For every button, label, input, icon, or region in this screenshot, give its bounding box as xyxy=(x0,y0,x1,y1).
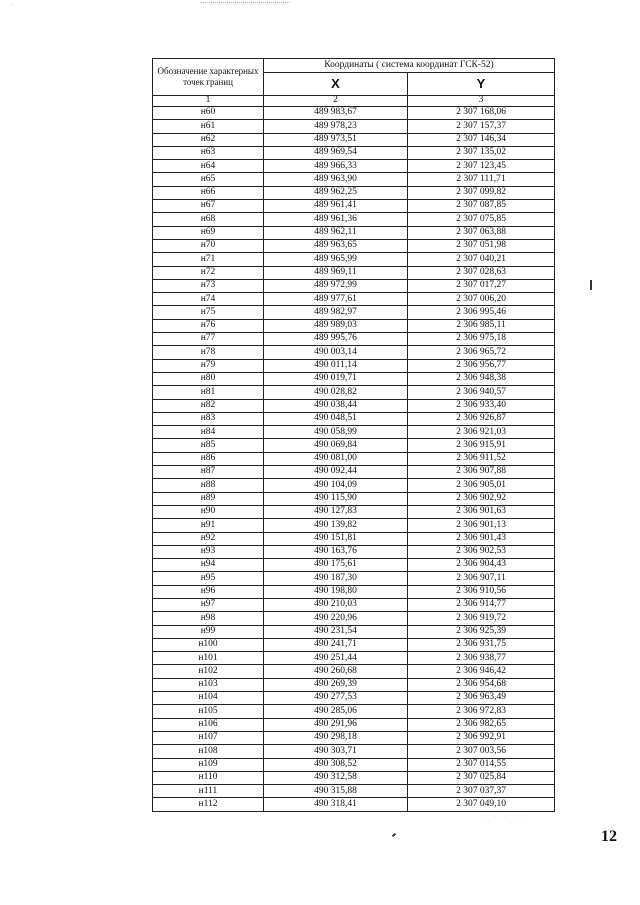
point-cell: н95 xyxy=(153,572,264,585)
x-cell: 490 277,53 xyxy=(264,692,408,705)
point-cell: н69 xyxy=(153,226,264,239)
pen-mark xyxy=(392,833,396,837)
y-cell: 2 306 963,49 xyxy=(408,692,555,705)
table-row xyxy=(153,758,555,771)
point-cell: н76 xyxy=(153,319,264,332)
table-row xyxy=(153,625,555,638)
y-cell: 2 306 904,43 xyxy=(408,559,555,572)
y-cell: 2 307 063,88 xyxy=(408,226,555,239)
table-row xyxy=(153,492,555,505)
x-cell: 489 962,11 xyxy=(264,226,408,239)
point-cell: н104 xyxy=(153,692,264,705)
y-cell: 2 306 901,63 xyxy=(408,505,555,518)
point-cell: н72 xyxy=(153,266,264,279)
table-row xyxy=(153,519,555,532)
x-cell: 490 048,51 xyxy=(264,412,408,425)
y-column-header: Y xyxy=(408,72,555,95)
table-row xyxy=(153,399,555,412)
point-cell: н71 xyxy=(153,253,264,266)
point-cell: н79 xyxy=(153,359,264,372)
point-cell: н96 xyxy=(153,585,264,598)
x-cell: 489 969,54 xyxy=(264,146,408,159)
coordinates-table xyxy=(152,58,555,812)
y-cell: 2 306 914,77 xyxy=(408,598,555,611)
y-cell: 2 306 933,40 xyxy=(408,399,555,412)
point-cell: н73 xyxy=(153,279,264,292)
x-cell: 489 977,61 xyxy=(264,293,408,306)
point-cell: н112 xyxy=(153,798,264,811)
y-cell: 2 306 946,42 xyxy=(408,665,555,678)
x-cell: 489 966,33 xyxy=(264,160,408,173)
y-cell: 2 307 099,82 xyxy=(408,186,555,199)
table-row xyxy=(153,785,555,798)
table-row xyxy=(153,452,555,465)
y-cell: 2 306 938,77 xyxy=(408,652,555,665)
table-row xyxy=(153,545,555,558)
x-cell: 489 965,99 xyxy=(264,253,408,266)
table-row xyxy=(153,133,555,146)
table-row xyxy=(153,333,555,346)
y-cell: 2 307 040,21 xyxy=(408,253,555,266)
table-row xyxy=(153,718,555,731)
y-cell: 2 306 910,56 xyxy=(408,585,555,598)
x-cell: 490 303,71 xyxy=(264,745,408,758)
point-cell: н64 xyxy=(153,160,264,173)
x-cell: 490 318,41 xyxy=(264,798,408,811)
point-cell: н86 xyxy=(153,452,264,465)
point-cell: н75 xyxy=(153,306,264,319)
y-cell: 2 307 087,85 xyxy=(408,200,555,213)
x-cell: 489 961,36 xyxy=(264,213,408,226)
y-cell: 2 306 925,39 xyxy=(408,625,555,638)
point-cell: н107 xyxy=(153,731,264,744)
point-cell: н60 xyxy=(153,107,264,120)
point-cell: н67 xyxy=(153,200,264,213)
x-cell: 490 241,71 xyxy=(264,638,408,651)
table-row xyxy=(153,266,555,279)
x-cell: 490 115,90 xyxy=(264,492,408,505)
point-cell: н97 xyxy=(153,598,264,611)
point-cell: н80 xyxy=(153,372,264,385)
x-cell: 490 104,09 xyxy=(264,479,408,492)
x-cell: 490 011,14 xyxy=(264,359,408,372)
table-row xyxy=(153,771,555,784)
y-cell: 2 306 982,65 xyxy=(408,718,555,731)
y-cell: 2 307 017,27 xyxy=(408,279,555,292)
coordinates-system-header: Координаты ( система координат ГСК-52) xyxy=(264,59,555,73)
x-cell: 489 962,25 xyxy=(264,186,408,199)
point-cell: н89 xyxy=(153,492,264,505)
table-row xyxy=(153,186,555,199)
y-cell: 2 307 146,34 xyxy=(408,133,555,146)
point-cell: н111 xyxy=(153,785,264,798)
x-cell: 490 139,82 xyxy=(264,519,408,532)
y-cell: 2 306 921,03 xyxy=(408,426,555,439)
point-cell: н84 xyxy=(153,426,264,439)
x-cell: 489 983,67 xyxy=(264,107,408,120)
table-row xyxy=(153,466,555,479)
x-cell: 490 231,54 xyxy=(264,625,408,638)
point-cell: н77 xyxy=(153,333,264,346)
y-cell: 2 306 919,72 xyxy=(408,612,555,625)
y-cell: 2 306 975,18 xyxy=(408,333,555,346)
x-cell: 490 069,84 xyxy=(264,439,408,452)
y-cell: 2 307 111,71 xyxy=(408,173,555,186)
scan-specks: · · · · · xyxy=(485,814,528,820)
point-cell: н82 xyxy=(153,399,264,412)
x-cell: 489 995,76 xyxy=(264,333,408,346)
y-cell: 2 307 028,63 xyxy=(408,266,555,279)
table-row xyxy=(153,306,555,319)
table-row xyxy=(153,692,555,705)
y-cell: 2 307 049,10 xyxy=(408,798,555,811)
point-cell: н85 xyxy=(153,439,264,452)
x-cell: 490 028,82 xyxy=(264,386,408,399)
point-cell: н98 xyxy=(153,612,264,625)
y-cell: 2 306 940,57 xyxy=(408,386,555,399)
y-cell: 2 306 901,13 xyxy=(408,519,555,532)
point-cell: н63 xyxy=(153,146,264,159)
table-row xyxy=(153,226,555,239)
table-row xyxy=(153,386,555,399)
table-row xyxy=(153,532,555,545)
point-cell: н78 xyxy=(153,346,264,359)
x-cell: 489 978,23 xyxy=(264,120,408,133)
y-cell: 2 307 037,37 xyxy=(408,785,555,798)
point-cell: н105 xyxy=(153,705,264,718)
table-row xyxy=(153,412,555,425)
x-cell: 489 963,65 xyxy=(264,239,408,252)
x-cell: 490 269,39 xyxy=(264,678,408,691)
x-cell: 490 251,44 xyxy=(264,652,408,665)
y-cell: 2 307 003,56 xyxy=(408,745,555,758)
point-cell: н103 xyxy=(153,678,264,691)
x-cell: 490 058,99 xyxy=(264,426,408,439)
page-number: 12 xyxy=(601,828,617,845)
x-cell: 490 198,80 xyxy=(264,585,408,598)
point-cell: н94 xyxy=(153,559,264,572)
point-cell: н90 xyxy=(153,505,264,518)
points-column-header: Обозначение характерных точек границ xyxy=(153,59,264,96)
table-row xyxy=(153,652,555,665)
table-row xyxy=(153,107,555,120)
y-cell: 2 306 972,83 xyxy=(408,705,555,718)
x-cell: 490 260,68 xyxy=(264,665,408,678)
table-row xyxy=(153,731,555,744)
table-row xyxy=(153,665,555,678)
x-cell: 490 220,96 xyxy=(264,612,408,625)
table-row xyxy=(153,279,555,292)
y-cell: 2 306 992,91 xyxy=(408,731,555,744)
x-cell: 490 003,14 xyxy=(264,346,408,359)
y-cell: 2 306 902,92 xyxy=(408,492,555,505)
y-cell: 2 307 025,84 xyxy=(408,771,555,784)
point-cell: н61 xyxy=(153,120,264,133)
x-cell: 490 019,71 xyxy=(264,372,408,385)
table-row xyxy=(153,213,555,226)
table-row xyxy=(153,173,555,186)
table-row xyxy=(153,426,555,439)
table-row xyxy=(153,572,555,585)
y-cell: 2 306 965,72 xyxy=(408,346,555,359)
x-cell: 490 312,58 xyxy=(264,771,408,784)
table-row xyxy=(153,146,555,159)
y-cell: 2 307 135,02 xyxy=(408,146,555,159)
x-cell: 490 038,44 xyxy=(264,399,408,412)
x-cell: 490 175,61 xyxy=(264,559,408,572)
point-cell: н88 xyxy=(153,479,264,492)
x-cell: 489 963,90 xyxy=(264,173,408,186)
y-cell: 2 306 915,91 xyxy=(408,439,555,452)
scan-artifact xyxy=(200,2,290,6)
table-row xyxy=(153,585,555,598)
point-cell: н106 xyxy=(153,718,264,731)
y-cell: 2 306 985,11 xyxy=(408,319,555,332)
x-cell: 490 187,30 xyxy=(264,572,408,585)
y-cell: 2 307 051,98 xyxy=(408,239,555,252)
x-cell: 489 961,41 xyxy=(264,200,408,213)
table-row xyxy=(153,253,555,266)
table-row xyxy=(153,160,555,173)
table-row xyxy=(153,745,555,758)
point-cell: н91 xyxy=(153,519,264,532)
x-cell: 489 989,03 xyxy=(264,319,408,332)
x-cell: 490 081,00 xyxy=(264,452,408,465)
table-row xyxy=(153,705,555,718)
x-cell: 490 308,52 xyxy=(264,758,408,771)
table-row xyxy=(153,319,555,332)
point-cell: н92 xyxy=(153,532,264,545)
point-cell: н62 xyxy=(153,133,264,146)
table-row xyxy=(153,372,555,385)
point-cell: н99 xyxy=(153,625,264,638)
table-row xyxy=(153,239,555,252)
x-cell: 490 210,03 xyxy=(264,598,408,611)
y-cell: 2 306 902,53 xyxy=(408,545,555,558)
table-row xyxy=(153,678,555,691)
point-cell: н81 xyxy=(153,386,264,399)
y-cell: 2 306 907,11 xyxy=(408,572,555,585)
y-cell: 2 306 926,87 xyxy=(408,412,555,425)
column-number-1: 1 xyxy=(153,96,264,107)
y-cell: 2 307 168,06 xyxy=(408,107,555,120)
point-cell: н93 xyxy=(153,545,264,558)
table-row xyxy=(153,359,555,372)
x-cell: 490 291,96 xyxy=(264,718,408,731)
point-cell: н65 xyxy=(153,173,264,186)
column-number-2: 2 xyxy=(264,96,408,107)
x-cell: 490 315,88 xyxy=(264,785,408,798)
x-cell: 490 285,06 xyxy=(264,705,408,718)
table-row xyxy=(153,293,555,306)
x-cell: 490 298,18 xyxy=(264,731,408,744)
y-cell: 2 307 006,20 xyxy=(408,293,555,306)
y-cell: 2 306 995,46 xyxy=(408,306,555,319)
table-row xyxy=(153,120,555,133)
table-row xyxy=(153,505,555,518)
point-cell: н102 xyxy=(153,665,264,678)
x-column-header: X xyxy=(264,72,408,95)
x-cell: 489 982,97 xyxy=(264,306,408,319)
table-row xyxy=(153,346,555,359)
point-cell: н108 xyxy=(153,745,264,758)
y-cell: 2 306 931,75 xyxy=(408,638,555,651)
table-row xyxy=(153,559,555,572)
x-cell: 490 163,76 xyxy=(264,545,408,558)
y-cell: 2 306 901,43 xyxy=(408,532,555,545)
x-cell: 490 092,44 xyxy=(264,466,408,479)
x-cell: 489 973,51 xyxy=(264,133,408,146)
x-cell: 490 127,83 xyxy=(264,505,408,518)
point-cell: н70 xyxy=(153,239,264,252)
margin-mark xyxy=(590,280,592,290)
point-cell: н100 xyxy=(153,638,264,651)
x-cell: 490 151,81 xyxy=(264,532,408,545)
scan-speck: .: xyxy=(10,0,14,8)
table-row xyxy=(153,200,555,213)
table-row xyxy=(153,798,555,811)
y-cell: 2 306 905,01 xyxy=(408,479,555,492)
point-cell: н83 xyxy=(153,412,264,425)
x-cell: 489 969,11 xyxy=(264,266,408,279)
point-cell: н87 xyxy=(153,466,264,479)
point-cell: н109 xyxy=(153,758,264,771)
x-cell: 489 972,99 xyxy=(264,279,408,292)
point-cell: н68 xyxy=(153,213,264,226)
y-cell: 2 306 956,77 xyxy=(408,359,555,372)
y-cell: 2 307 014,55 xyxy=(408,758,555,771)
column-number-3: 3 xyxy=(408,96,555,107)
table-row xyxy=(153,479,555,492)
point-cell: н110 xyxy=(153,771,264,784)
y-cell: 2 307 157,37 xyxy=(408,120,555,133)
table-body xyxy=(153,107,555,812)
y-cell: 2 306 907,88 xyxy=(408,466,555,479)
y-cell: 2 307 075,85 xyxy=(408,213,555,226)
table-row xyxy=(153,638,555,651)
table-row xyxy=(153,439,555,452)
y-cell: 2 306 948,38 xyxy=(408,372,555,385)
point-cell: н101 xyxy=(153,652,264,665)
y-cell: 2 307 123,45 xyxy=(408,160,555,173)
y-cell: 2 306 954,68 xyxy=(408,678,555,691)
table-row xyxy=(153,612,555,625)
point-cell: н66 xyxy=(153,186,264,199)
y-cell: 2 306 911,52 xyxy=(408,452,555,465)
table-row xyxy=(153,598,555,611)
point-cell: н74 xyxy=(153,293,264,306)
